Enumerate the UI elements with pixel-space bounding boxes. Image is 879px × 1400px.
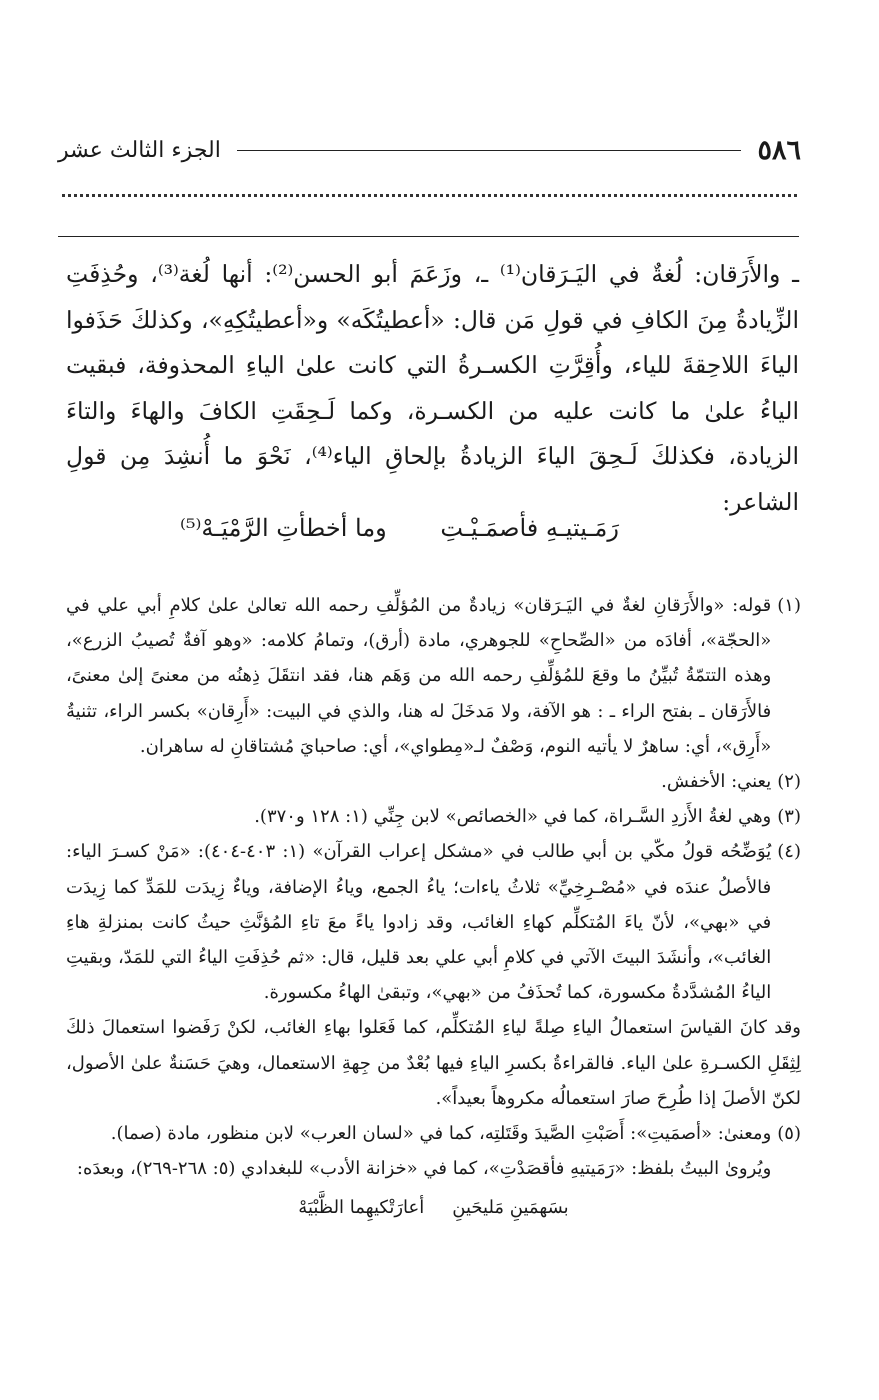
section-rule [58, 236, 799, 237]
footnote-number: (٥) [777, 1123, 801, 1145]
footnote-number: (١) [777, 595, 801, 616]
footnote-5-continuation: ويُروىٰ البيتُ بلفظ: «رَمَيتيهِ فأقصَدْتِ»، كما في «خزانة الأدب» للبغدادي (٥: ٢٦٨-٢٦٩)، وبعدَه: [76, 1158, 772, 1180]
footnote-number: (٢) [777, 771, 801, 793]
footnote-1 [66, 588, 801, 764]
running-head: الجزء الثالث عشر [58, 137, 221, 163]
footnote-text: ومعنىٰ: «أصمَيتِ»: أَصَبْتِ الصَّيدَ وقَتَلتِه، كما في «لسان العرب» لابن منظور، مادة (صما). [110, 1123, 772, 1145]
footnote-text: وهي لغةُ الأَزدِ السَّـراة، كما في «الخصائص» لابن جِنِّي (١: ١٢٨ و٣٧٠). [254, 806, 772, 828]
page-header [58, 130, 801, 170]
main-paragraph: ـ والأَرَقان: لُغةٌ في اليَـرَقان⁽¹⁾ ـ، وزَعَمَ أبو الحسن⁽²⁾: أنها لُغة⁽³⁾، وحُذِفَتِ الزِّيادةُ مِنَ الكافِ في قولِ مَن قال: «أعطيتُكَه» و«أعطيتُكِهِ»، وكذلكَ حَذَفوا الياءَ اللاحِقةَ للياء، وأُقِرَّتِ الكسـرةُ التي كانت علىٰ الياءِ المحذوفة، فبقيت الياءُ علىٰ ما كانت عليه من الكسـرة، وكما لَـحِقَتِ الكافَ والهاءَ والتاءَ الزيادة، فكذلكَ لَـحِقَ الياءَ الزيادةُ بإلحاقِ الياء⁽⁴⁾، نَحْوَ ما أُنشِدَ مِن قولِ الشاعر: [66, 260, 799, 516]
verse-hemistich-second: وما أخطأتِ الرَّمْيَـهْ⁽⁵⁾ [180, 514, 387, 542]
footnote-4-continuation: وقد كانَ القياسَ استعمالُ الياءِ صِلةً لياءِ المُتكلِّم، كما فَعَلوا بهاءِ الغائب، لكنْ رَفَضوا استعمالَ ذلكَ لِثِقَلِ الكسـرةِ علىٰ الياء. فالقراءةُ بكسرِ الياءِ فيها بُعْدٌ من جِهةِ الاستعمال، وهيَ حَسَنةٌ علىٰ الأصول، لكنّ الأصلَ إذا طُرِحَ صارَ استعمالُه مكروهاً بعيداً». [66, 1017, 801, 1109]
footnote-text: قوله: «والأَرَقانِ لغةٌ في اليَـرَقان» زيادةٌ من المُؤلِّفِ رحمه الله تعالىٰ علىٰ كلامِ أبي علي في «الحجّة»، أفادَه من «الصِّحاحِ» للجوهري، مادة (أرق)، وتمامُ كلامه: «وهو آفةٌ تُصيبُ الزرع»، وهذه التتمّةُ تُبيِّنُ ما وقعَ للمُؤلِّفِ رحمه الله من وَهَم هنا، فقد انتقَلَ ذِهنُه من معنىً إلىٰ معنىً، فالأَرَقان ـ بفتح الراء ـ : هو الآفة، ولا مَدخَلَ له هنا، والذي في البيت: «أَرِقان» بكسر الراء، تثنيةُ «أَرِق»، أي: ساهرٌ لا يأتيه النوم، وَصْفٌ لـ«مِطواي»، أي: صاحبايَ مُشتاقانِ له ساهران. [66, 595, 772, 757]
footnote-number: (٤) [777, 841, 801, 863]
main-verse [180, 508, 619, 548]
footnote-verse-hemistich-first: بسَهمَينِ مَليحَينِ [452, 1197, 569, 1219]
footnote-5 [66, 1116, 801, 1186]
footnote-text: يُوَضِّحُه قولُ مكّي بن أبي طالب في «مشكل إعراب القرآن» (١: ٤٠٣-٤٠٤): «مَنْ كسـرَ الياء: فالأصلُ عندَه في «مُصْـرِخِيِّ» ثلاثُ ياءات؛ ياءُ الجمع، وياءُ الإضافة، وياءٌ زِيدَت للمَدِّ كما زِيدَت في «بهي»، لأنّ ياءَ المُتكلِّم كهاءِ الغائب، وقد زادوا ياءً معَ تاءِ المُؤنَّثِ حيثُ كانت بمنزلةِ هاءِ الغائب»، وأنشَدَ البيتَ الآتي في كلامِ أبي علي بعد قليل، قال: «ثم حُذِفَتِ الياءُ التي للمَدّ، وبقيتِ الياءُ المُشدَّدةُ مكسورة، كما تُحذَفُ من «بهي»، وتبقىٰ الهاءُ مكسورة. [66, 841, 772, 1004]
footnote-text: يعني: الأخفش. [661, 771, 772, 793]
footnote-4 [66, 834, 801, 1010]
footnote-verse [66, 1190, 801, 1225]
footnote-verse-hemistich-second: أعارَتْكيهِما الظَّبْيَهْ [298, 1197, 425, 1219]
footnote-2 [66, 764, 801, 799]
footnotes [66, 588, 801, 1226]
header-rule [237, 150, 742, 151]
footnote-number: (٣) [777, 806, 801, 828]
footnote-3 [66, 799, 801, 834]
main-text [66, 252, 799, 525]
page-number: ٥٨٦ [757, 134, 801, 166]
ellipsis-separator [62, 194, 797, 197]
verse-hemistich-first: رَمَـيتيـهِ فأصمَـيْـتِ [440, 514, 619, 542]
